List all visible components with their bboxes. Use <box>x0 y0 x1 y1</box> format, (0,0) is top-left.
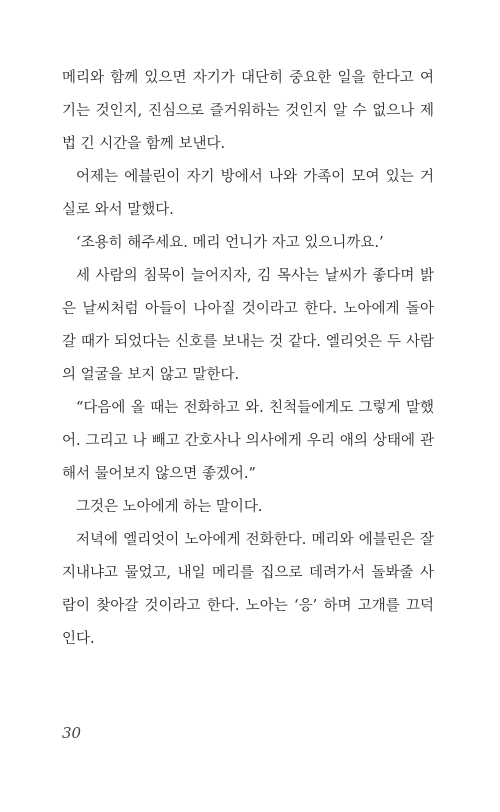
paragraph: “다음에 올 때는 전화하고 와. 친척들에게도 그렇게 말했어. 그리고 나 빼고 간호사나 의사에게 우리 애의 상태에 관해서 물어보지 않으면 좋겠어.” <box>62 400 434 482</box>
page-number: 30 <box>62 724 82 742</box>
paragraph: 저녁에 엘리엇이 노아에게 전화한다. 메리와 에블린은 잘 지내냐고 물었고, 내일 메리를 집으로 데려가서 돌봐줄 사람이 찾아갈 것이라고 한다. 노아는 ‘응’ 하며 고개를 끄덕인다. <box>62 532 434 647</box>
body-text <box>62 62 434 656</box>
paragraph: 그것은 노아에게 하는 말이다. <box>76 499 263 515</box>
paragraph: 어제는 에블린이 자기 방에서 나와 가족이 모여 있는 거실로 와서 말했다. <box>62 169 434 218</box>
paragraph-continued: 메리와 함께 있으면 자기가 대단히 중요한 일을 한다고 여기는 것인지, 진심으로 즐거워하는 것인지 알 수 없으나 제법 긴 시간을 함께 보낸다. <box>62 70 434 152</box>
paragraph: ‘조용히 해주세요. 메리 언니가 자고 있으니까요.’ <box>76 235 384 251</box>
paragraph: 세 사람의 침묵이 늘어지자, 김 목사는 날씨가 좋다며 밝은 날씨처럼 아들이 나아질 것이라고 한다. 노아에게 돌아갈 때가 되었다는 신호를 보내는 것 같다. 엘리엇은 두 사람의 얼굴을 보지 않고 말한다. <box>62 268 434 383</box>
